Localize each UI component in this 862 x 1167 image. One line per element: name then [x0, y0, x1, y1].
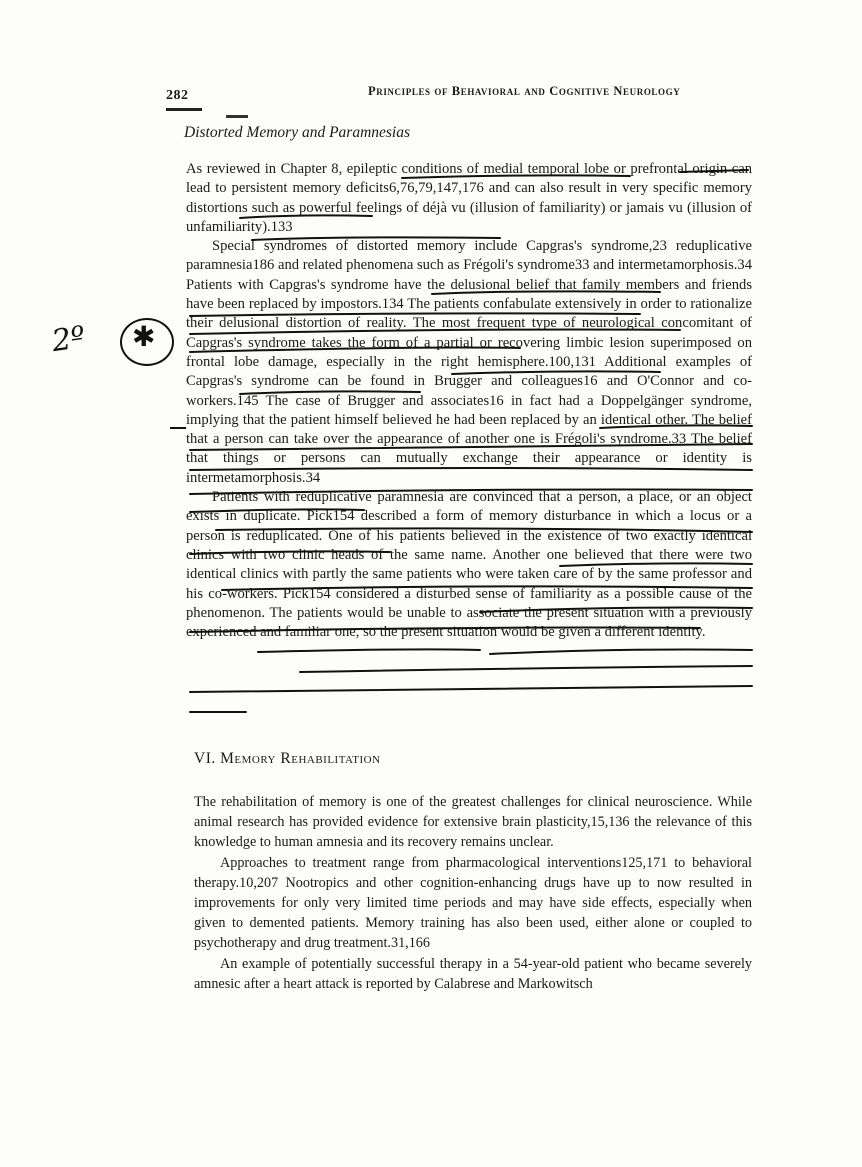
section-heading: VI. Memory Rehabilitation: [194, 750, 381, 767]
paragraph: As reviewed in Chapter 8, epileptic conditions of medial temporal lobe or prefrontal origin can lead to persistent memory deficits6,76,79,147,176 and can also result in very specific memory distortions such as powerful feelings of déjà vu (illusion of familiarity) or jamais vu (illusion of unfamiliarity).133: [186, 161, 752, 235]
paragraph: Patients with reduplicative paramnesia are convinced that a person, a place, or an object exists in duplicate. Pick154 described a form of memory disturbance in which a locus or a person is reduplicated. One of his patients believed in the existence of two exactly identical clinics with two clinic heads of the same name. Another one believed that there were two identical clinics with partly the same patients who were taken care of by the same professor and his co-workers. Pick154 considered a disturbed sense of familiarity as a possible cause of the phenomenon. The patients would be unable to associate the present situation with a previously experienced and familiar one, so the present situation would be given a different identity.: [186, 489, 752, 641]
body-text-section-two: [194, 792, 752, 994]
paragraph: The rehabilitation of memory is one of the greatest challenges for clinical neuroscience. While animal research has provided evidence for extensive brain plasticity,15,136 the relevance of this knowledge to human amnesia and its recovery remains unclear.: [194, 794, 752, 851]
margin-dash-mark: [170, 427, 186, 429]
handwritten-margin-note: 2º: [49, 319, 88, 360]
paragraph: Special syndromes of distorted memory include Capgras's syndrome,23 reduplicative paramnesia186 and related phenomena such as Frégoli's syndrome33 and intermetamorphosis.34 Patients with Capgras's syndrome have the delusional belief that family members and friends have been replaced by impostors.134 The patients confabulate extensively in order to rationalize their delusional distortion of reality. The most frequent type of neurological concomitant of Capgras's syndrome takes the form of a partial or recovering limbic lesion superimposed on frontal lobe damage, especially in the right hemisphere.100,131 Additional examples of Capgras's syndrome can be found in Brugger and colleagues16 and O'Connor and co-workers.145 The case of Brugger and associates16 in fact had a Doppelgänger syndrome, implying that the patient himself believed he had been replaced by an identical other. The belief that a person can take over the appearance of another one is Frégoli's syndrome.33 The belief that things or persons can mutually exchange their appearance or identity is intermetamorphosis.34: [186, 238, 752, 486]
underline-mark: [490, 650, 752, 655]
underline-mark: [258, 649, 480, 652]
page-number-rule: [166, 108, 202, 111]
underline-mark: [300, 666, 752, 672]
section-title: Distorted Memory and Paramnesias: [184, 124, 411, 141]
running-head: Principles of Behavioral and Cognitive Neurology: [368, 84, 681, 98]
handwritten-star-icon: ✱: [132, 320, 156, 353]
pen-dash-mark: [226, 115, 248, 118]
underline-mark: [190, 686, 752, 692]
paragraph: Approaches to treatment range from pharmacological interventions125,171 to behavioral therapy.10,207 Nootropics and other cognition-enhancing drugs have up to now resulted in improvements for only very limited time periods and may have side effects, especially when given to demented patients. Memory training has also been used, either alone or coupled to psychotherapy and drug treatment.31,166: [194, 854, 752, 952]
page-number: 282: [166, 88, 189, 103]
body-text-section-one: [186, 160, 752, 642]
paragraph: An example of potentially successful therapy in a 54-year-old patient who became severely amnesic after a heart attack is reported by Calabrese and Markowitsch: [194, 955, 752, 992]
